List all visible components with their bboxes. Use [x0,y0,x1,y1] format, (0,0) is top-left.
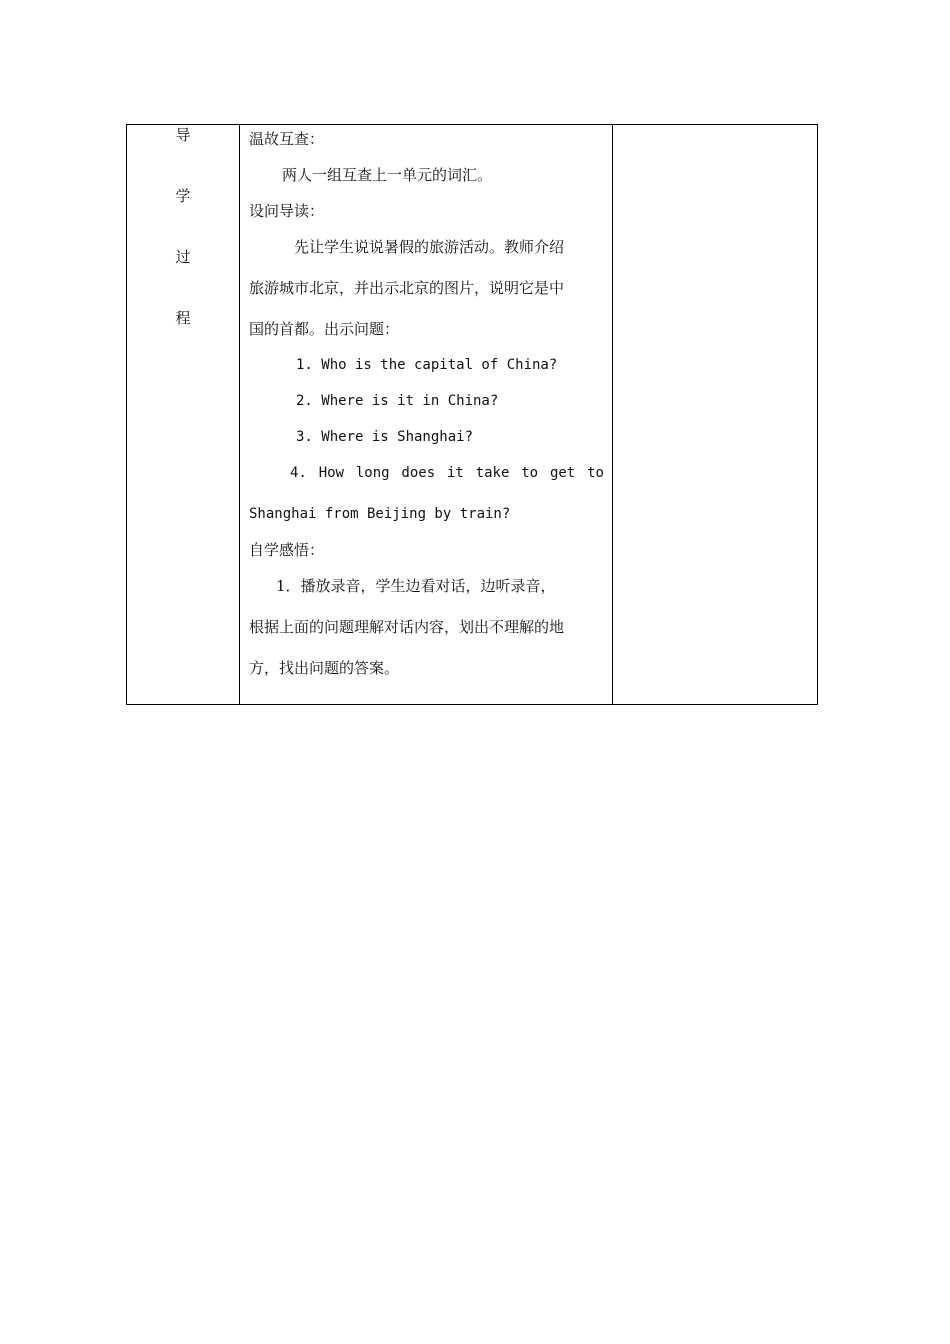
question-word: it [446,465,464,481]
vertical-row-label [127,125,239,328]
guided-heading: 设问导读： [249,202,325,220]
guided-text-line: 旅游城市北京，并出示北京的图片，说明它是中 [249,279,565,297]
row-label-char: 过 [175,248,191,266]
row-label-char: 学 [175,187,191,205]
question-word: How [318,465,344,481]
self-study-heading: 自学感悟： [249,541,325,559]
notes-cell [613,125,818,705]
guided-text-line: 先让学生说说暑假的旅游活动。教师介绍 [294,238,565,256]
content-body [240,125,612,704]
question-word: 4. [290,465,307,481]
question-item: 2. Where is it in China? [296,393,499,409]
self-study-line: 方，找出问题的答案。 [249,659,400,677]
question-word: take [475,465,510,481]
row-label-char: 导 [175,126,191,144]
review-heading: 温故互查： [249,130,325,148]
self-study-line: 根据上面的问题理解对话内容，划出不理解的地 [249,618,565,636]
question-word: get [549,465,576,481]
table-row [127,125,818,705]
content-cell [240,125,613,705]
review-text: 两人一组互查上一单元的词汇。 [282,166,493,184]
question-word: to [521,465,539,481]
lesson-plan-table [126,124,818,705]
question-word: to [587,465,604,481]
question-item [290,463,604,483]
row-label-char: 程 [175,309,191,327]
question-item: 1. Who is the capital of China? [296,357,558,373]
question-word: does [401,465,436,481]
question-item: 3. Where is Shanghai? [296,429,474,445]
guided-text-line: 国的首都。出示问题： [249,320,400,338]
row-label-cell [127,125,240,705]
question-word: long [355,465,390,481]
self-study-line: 1．播放录音，学生边看对话，边听录音， [276,577,556,595]
question-item-continued: Shanghai from Beijing by train? [249,506,511,522]
